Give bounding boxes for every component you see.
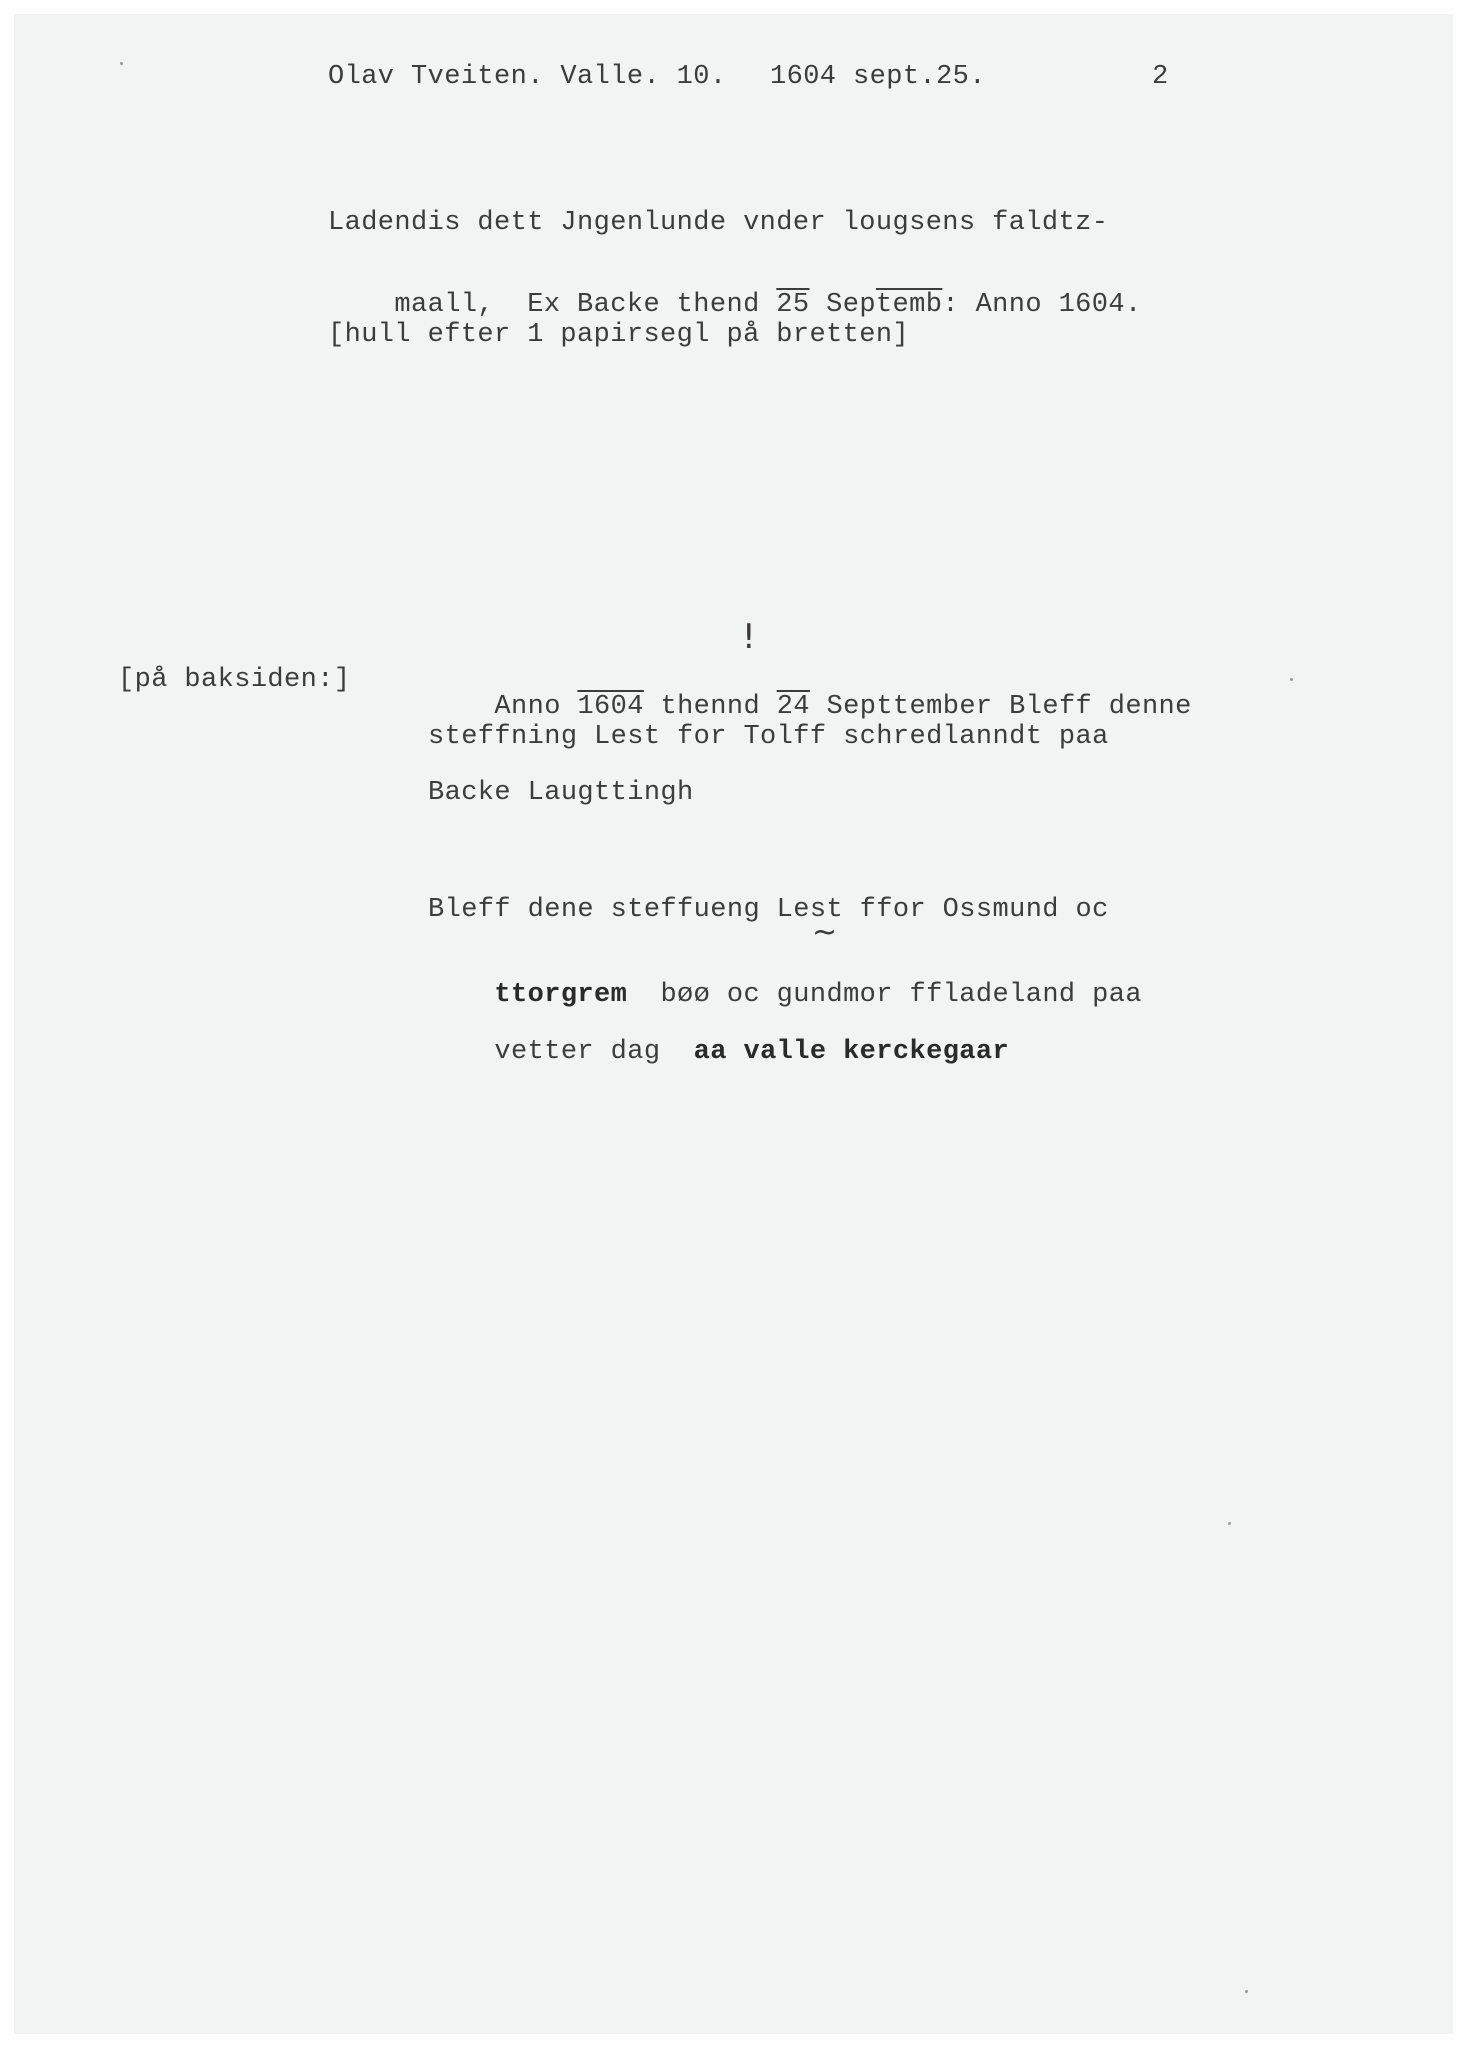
- back-line-1-end: Septtember Bleff denne: [809, 692, 1192, 722]
- back-line-1-start: Anno: [494, 692, 578, 722]
- back-line-1-day: 24: [776, 692, 810, 722]
- back-line-5-rest: bøø oc gundmor ffladeland paa: [627, 980, 1142, 1010]
- tilde-mark: ~: [812, 915, 838, 950]
- back-line-1-mid: thennd: [643, 692, 777, 722]
- paper-speck: [1245, 1990, 1248, 1993]
- header-date: 1604 sept.25.: [770, 62, 986, 92]
- back-line-6-start: vetter dag: [494, 1037, 694, 1067]
- front-line-2-day: 25: [776, 290, 810, 320]
- back-label: [på baksiden:]: [118, 665, 351, 695]
- paper-speck: [120, 62, 123, 65]
- front-line-2-month: temb: [875, 290, 943, 320]
- back-line-5-bold: ttorgrem: [494, 980, 628, 1010]
- back-line-1-year: 1604: [577, 692, 644, 722]
- back-line-6: [428, 1012, 1009, 1093]
- front-line-3: [hull efter 1 papirsegl på bretten]: [328, 320, 910, 350]
- back-line-3: Backe Laugttingh: [428, 778, 694, 808]
- bleed-through-handwriting: [60, 1240, 136, 1333]
- back-line-2: steffning Lest for Tolff schredlanndt paa: [428, 722, 1109, 752]
- paper-speck: [1290, 678, 1293, 681]
- front-line-1: Ladendis dett Jngenlunde vnder lougsens faldtz-: [328, 208, 1109, 238]
- back-line-6-bold: aa valle kerckegaar: [693, 1037, 1010, 1067]
- header-reference: Olav Tveiten. Valle. 10.: [328, 62, 727, 92]
- front-line-2-sp: Sep: [809, 290, 876, 320]
- exclamation-mark: !: [742, 617, 756, 657]
- page-number: 2: [1152, 62, 1169, 92]
- front-line-2-end: : Anno 1604.: [942, 290, 1142, 320]
- back-line-4: Bleff dene steffueng Lest ffor Ossmund oc: [428, 895, 1109, 925]
- front-line-2-start: maall, Ex Backe thend: [394, 290, 777, 320]
- paper-speck: [1228, 1522, 1231, 1525]
